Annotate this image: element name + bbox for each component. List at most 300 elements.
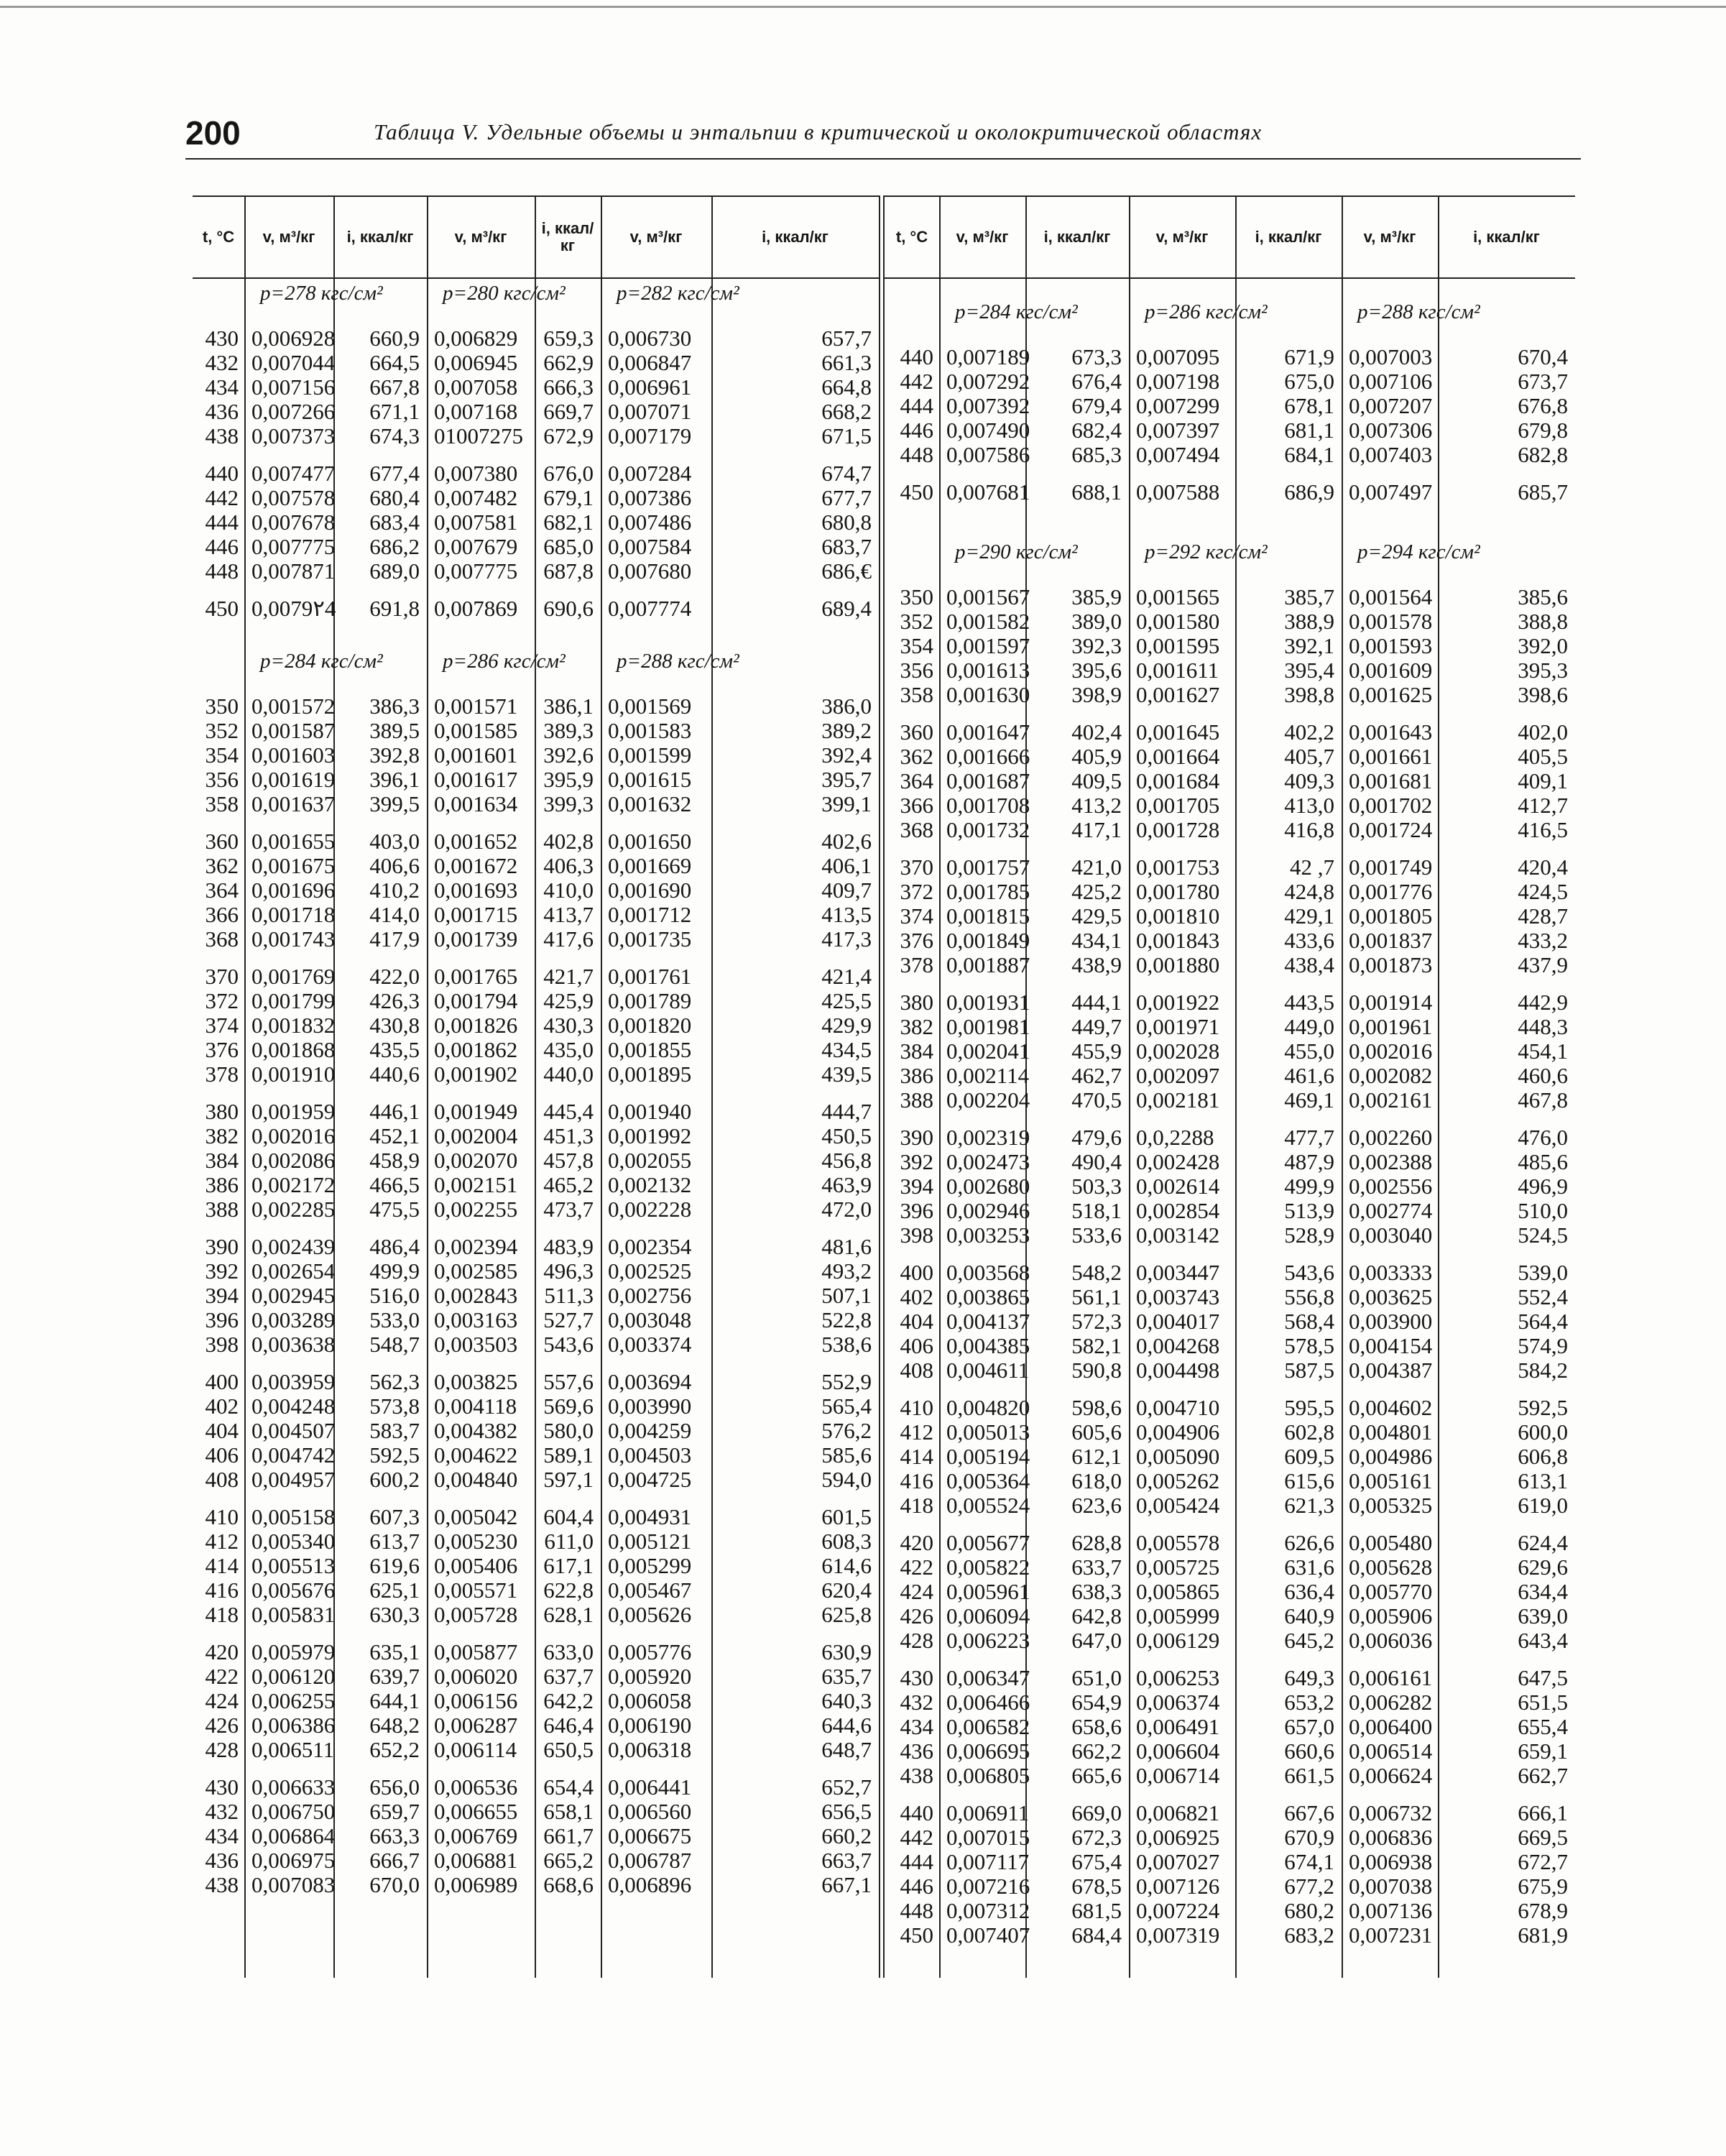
row-group <box>193 964 879 1087</box>
table-row <box>885 1358 1575 1383</box>
enthalpy-cell: 613,1 <box>1518 1468 1568 1493</box>
enthalpy-cell: 670,4 <box>1518 344 1568 369</box>
enthalpy-cell: 392,6 <box>543 742 594 768</box>
pressure-label: p=286 кгс/см² <box>443 650 566 673</box>
table-row <box>885 769 1575 793</box>
table-row <box>193 1640 879 1664</box>
volume-cell: 0,006655 <box>434 1799 518 1824</box>
row-group <box>885 720 1575 842</box>
enthalpy-cell: 675,0 <box>1284 369 1334 394</box>
volume-cell: 0,006945 <box>434 350 518 375</box>
enthalpy-cell: 683,4 <box>369 510 420 535</box>
volume-cell: 0,004017 <box>1136 1309 1220 1334</box>
volume-cell: 0,002319 <box>946 1125 1030 1150</box>
table-row <box>193 1713 879 1738</box>
enthalpy-cell: 421,7 <box>543 964 594 989</box>
volume-cell: 0,001593 <box>1349 633 1433 658</box>
temperature-cell: 408 <box>900 1358 933 1383</box>
enthalpy-cell: 490,4 <box>1071 1149 1122 1174</box>
volume-cell: 0,003959 <box>251 1369 336 1394</box>
enthalpy-cell: 385,6 <box>1518 584 1568 609</box>
enthalpy-cell: 556,8 <box>1284 1284 1334 1309</box>
volume-cell: 0,007588 <box>1136 479 1220 505</box>
enthalpy-cell: 499,9 <box>369 1258 420 1284</box>
table-row <box>193 1873 879 1897</box>
table-row <box>885 345 1575 369</box>
enthalpy-cell: 389,2 <box>821 718 872 743</box>
volume-cell: 0,0079٢4 <box>251 596 336 621</box>
volume-cell: 0,001603 <box>251 742 336 768</box>
table-row <box>193 1100 879 1124</box>
temperature-cell: 392 <box>205 1258 239 1284</box>
table-row <box>885 904 1575 929</box>
volume-cell: 0,001931 <box>946 990 1030 1015</box>
table-row <box>193 1578 879 1603</box>
row-group <box>885 855 1575 977</box>
enthalpy-cell: 462,7 <box>1071 1063 1122 1088</box>
table-row <box>193 1284 879 1308</box>
enthalpy-cell: 615,6 <box>1284 1468 1334 1493</box>
enthalpy-cell: 516,0 <box>369 1283 420 1308</box>
enthalpy-cell: 587,5 <box>1284 1358 1334 1383</box>
volume-cell: 0,006821 <box>1136 1800 1220 1825</box>
enthalpy-cell: 421,0 <box>1071 854 1122 880</box>
volume-cell: 0,004387 <box>1349 1358 1433 1383</box>
volume-cell: 0,007490 <box>946 418 1030 443</box>
enthalpy-cell: 398,9 <box>1071 682 1122 707</box>
temperature-cell: 434 <box>205 1823 239 1848</box>
volume-cell: 0,007678 <box>251 510 336 535</box>
temperature-cell: 360 <box>900 719 933 745</box>
volume-cell: 0,004931 <box>608 1504 692 1529</box>
volume-cell: 0,005158 <box>251 1504 336 1529</box>
volume-cell: 0,001615 <box>608 767 692 792</box>
volume-cell: 0,005571 <box>434 1577 518 1603</box>
enthalpy-cell: 417,3 <box>821 926 872 952</box>
enthalpy-cell: 450,5 <box>821 1123 872 1148</box>
enthalpy-cell: 476,0 <box>1518 1125 1568 1150</box>
enthalpy-cell: 594,0 <box>821 1467 872 1492</box>
volume-cell: 0,007015 <box>946 1825 1030 1850</box>
temperature-cell: 434 <box>205 374 239 400</box>
table-row <box>193 1259 879 1284</box>
enthalpy-cell: 607,3 <box>369 1504 420 1529</box>
enthalpy-cell: 486,4 <box>369 1234 420 1259</box>
pressure-label: p=284 кгс/см² <box>260 650 383 673</box>
row-group <box>193 829 879 952</box>
temperature-cell: 428 <box>900 1628 933 1653</box>
volume-cell: 0,004742 <box>251 1442 336 1468</box>
table-row <box>885 1764 1575 1788</box>
temperature-cell: 352 <box>900 609 933 634</box>
enthalpy-cell: 619,0 <box>1518 1493 1568 1518</box>
volume-cell: 0,005676 <box>251 1577 336 1603</box>
volume-cell: 0,007775 <box>434 558 518 584</box>
volume-cell: 0,004840 <box>434 1467 518 1492</box>
volume-cell: 0,007319 <box>1136 1922 1220 1948</box>
enthalpy-cell: 662,7 <box>1518 1763 1568 1788</box>
enthalpy-cell: 682,1 <box>543 510 594 535</box>
volume-cell: 0,004611 <box>946 1358 1030 1383</box>
volume-cell: 0,001940 <box>608 1099 692 1124</box>
volume-cell: 0,001732 <box>946 817 1030 842</box>
enthalpy-cell: 399,5 <box>369 791 420 816</box>
row-group <box>193 1505 879 1627</box>
volume-cell: 0,006223 <box>946 1628 1030 1653</box>
enthalpy-cell: 565,4 <box>821 1393 872 1419</box>
volume-cell: 0,005513 <box>251 1553 336 1578</box>
volume-cell: 0,006624 <box>1349 1763 1433 1788</box>
volume-cell: 0,003743 <box>1136 1284 1220 1309</box>
row-group <box>885 1801 1575 1948</box>
enthalpy-cell: 668,2 <box>821 399 872 424</box>
enthalpy-cell: 598,6 <box>1071 1395 1122 1420</box>
table-row <box>193 743 879 768</box>
volume-cell: 0,001702 <box>1349 793 1433 818</box>
volume-cell: 0,002394 <box>434 1234 518 1259</box>
table-row <box>193 1800 879 1824</box>
volume-cell: 0,006961 <box>608 374 692 400</box>
temperature-cell: 394 <box>900 1174 933 1199</box>
enthalpy-cell: 652,7 <box>821 1774 872 1800</box>
volume-cell: 0,002285 <box>251 1197 336 1222</box>
table-row <box>885 418 1575 443</box>
enthalpy-cell: 413,7 <box>543 902 594 927</box>
enthalpy-cell: 651,5 <box>1518 1690 1568 1715</box>
enthalpy-cell: 438,4 <box>1284 952 1334 977</box>
temperature-cell: 390 <box>205 1234 239 1259</box>
enthalpy-cell: 413,5 <box>821 902 872 927</box>
volume-cell: 0,007494 <box>1136 442 1220 467</box>
table-row <box>885 929 1575 953</box>
enthalpy-cell: 409,1 <box>1518 768 1568 793</box>
temperature-cell: 420 <box>900 1530 933 1555</box>
temperature-cell: 432 <box>205 1799 239 1824</box>
row-group <box>885 1125 1575 1248</box>
table-row <box>193 1848 879 1873</box>
volume-cell: 0,002132 <box>608 1172 692 1197</box>
volume-cell: 0,001961 <box>1349 1014 1433 1039</box>
enthalpy-cell: 639,7 <box>369 1664 420 1689</box>
temperature-cell: 416 <box>900 1468 933 1493</box>
volume-cell: 0,003503 <box>434 1332 518 1357</box>
enthalpy-cell: 449,7 <box>1071 1014 1122 1039</box>
temperature-cell: 448 <box>900 442 933 467</box>
temperature-cell: 374 <box>900 903 933 929</box>
temperature-cell: 446 <box>900 1874 933 1899</box>
enthalpy-cell: 392,1 <box>1284 633 1334 658</box>
volume-cell: 0,005230 <box>434 1529 518 1554</box>
volume-cell: 0,006255 <box>251 1688 336 1713</box>
table-row <box>885 1199 1575 1223</box>
volume-cell: 0,005013 <box>946 1419 1030 1445</box>
temperature-cell: 362 <box>900 744 933 769</box>
volume-cell: 0,001647 <box>946 719 1030 745</box>
volume-cell: 0,007179 <box>608 423 692 448</box>
temperature-cell: 376 <box>205 1037 239 1062</box>
enthalpy-cell: 421,4 <box>821 964 872 989</box>
table-row <box>885 1469 1575 1493</box>
temperature-cell: 384 <box>205 1148 239 1173</box>
volume-cell: 0,006511 <box>251 1737 335 1762</box>
row-group <box>193 1100 879 1222</box>
volume-cell: 0,006769 <box>434 1823 518 1848</box>
volume-cell: 0,001693 <box>434 877 518 903</box>
table-row <box>885 1396 1575 1420</box>
enthalpy-cell: 630,9 <box>821 1639 872 1664</box>
volume-cell: 0,001718 <box>251 902 336 927</box>
enthalpy-cell: 669,5 <box>1518 1825 1568 1850</box>
volume-cell: 0,006604 <box>1136 1738 1220 1764</box>
enthalpy-cell: 667,8 <box>369 374 420 400</box>
enthalpy-cell: 602,8 <box>1284 1419 1334 1445</box>
temperature-cell: 422 <box>205 1664 239 1689</box>
volume-cell: 0,006750 <box>251 1799 336 1824</box>
volume-cell: 0,006536 <box>434 1774 518 1800</box>
volume-cell: 0,004137 <box>946 1309 1030 1334</box>
enthalpy-cell: 426,3 <box>369 988 420 1013</box>
table-row <box>193 596 879 621</box>
volume-cell: 0,007299 <box>1136 393 1220 418</box>
table-row <box>885 658 1575 683</box>
enthalpy-cell: 667,6 <box>1284 1800 1334 1825</box>
volume-cell: 0,001799 <box>251 988 336 1013</box>
volume-cell: 0,001611 <box>1136 658 1219 683</box>
column-header-row <box>885 195 1575 279</box>
volume-cell: 0,007284 <box>608 461 692 486</box>
enthalpy-cell: 395,3 <box>1518 658 1568 683</box>
temperature-cell: 374 <box>205 1013 239 1038</box>
header-specific-volume: v, м³/кг <box>454 228 507 246</box>
enthalpy-cell: 643,4 <box>1518 1628 1568 1653</box>
volume-cell: 0,002028 <box>1136 1038 1220 1064</box>
temperature-cell: 404 <box>205 1418 239 1443</box>
enthalpy-cell: 568,4 <box>1284 1309 1334 1334</box>
volume-cell: 0,001666 <box>946 744 1030 769</box>
enthalpy-cell: 469,1 <box>1284 1087 1334 1112</box>
row-group <box>885 480 1575 505</box>
enthalpy-cell: 414,0 <box>369 902 420 927</box>
enthalpy-cell: 524,5 <box>1518 1222 1568 1248</box>
table-row <box>193 989 879 1013</box>
enthalpy-cell: 430,3 <box>543 1013 594 1038</box>
volume-cell: 0,004382 <box>434 1418 518 1443</box>
table-row <box>193 854 879 878</box>
temperature-cell: 372 <box>205 988 239 1013</box>
enthalpy-cell: 679,4 <box>1071 393 1122 418</box>
enthalpy-cell: 392,8 <box>369 742 420 768</box>
volume-cell: 0,006129 <box>1136 1628 1220 1653</box>
volume-cell: 0,001780 <box>1136 879 1220 904</box>
volume-cell: 0,002614 <box>1136 1174 1220 1199</box>
enthalpy-cell: 684,4 <box>1071 1922 1122 1948</box>
volume-cell: 0,006114 <box>434 1737 517 1762</box>
volume-cell: 0,001655 <box>251 829 336 854</box>
volume-cell: 0,001630 <box>946 682 1030 707</box>
enthalpy-cell: 682,8 <box>1518 442 1568 467</box>
enthalpy-cell: 395,7 <box>821 767 872 792</box>
header-temperature: t, °C <box>895 228 928 246</box>
volume-cell: 0,005524 <box>946 1493 1030 1518</box>
volume-cell: 0,006928 <box>251 326 336 351</box>
temperature-cell: 380 <box>900 990 933 1015</box>
volume-cell: 0,001708 <box>946 793 1030 818</box>
volume-cell: 0,006864 <box>251 1823 336 1848</box>
volume-cell: 0,007477 <box>251 461 336 486</box>
enthalpy-cell: 650,5 <box>543 1737 594 1762</box>
temperature-cell: 422 <box>900 1554 933 1580</box>
volume-cell: 0,004248 <box>251 1393 336 1419</box>
temperature-cell: 388 <box>900 1087 933 1112</box>
volume-cell: 0,001632 <box>608 791 692 816</box>
table-row <box>885 1015 1575 1039</box>
enthalpy-cell: 679,1 <box>543 485 594 510</box>
volume-cell: 0,001873 <box>1349 952 1433 977</box>
table-row <box>193 1505 879 1529</box>
volume-cell: 0,001578 <box>1349 609 1433 634</box>
temperature-cell: 438 <box>205 1872 239 1897</box>
volume-cell: 0,006020 <box>434 1664 518 1689</box>
volume-cell: 0,005822 <box>946 1554 1030 1580</box>
enthalpy-cell: 460,6 <box>1518 1063 1568 1088</box>
enthalpy-cell: 660,9 <box>369 326 420 351</box>
enthalpy-cell: 472,0 <box>821 1197 872 1222</box>
volume-cell: 0,001880 <box>1136 952 1220 977</box>
enthalpy-cell: 601,5 <box>821 1504 872 1529</box>
header-specific-volume: v, м³/кг <box>956 228 1009 246</box>
temperature-cell: 400 <box>205 1369 239 1394</box>
enthalpy-cell: 428,7 <box>1518 903 1568 929</box>
enthalpy-cell: 667,1 <box>821 1872 872 1897</box>
table-row <box>193 1394 879 1419</box>
volume-cell: 0,001794 <box>434 988 518 1013</box>
enthalpy-cell: 386,1 <box>543 694 594 719</box>
volume-cell: 0,005161 <box>1349 1468 1433 1493</box>
enthalpy-cell: 392,0 <box>1518 633 1568 658</box>
enthalpy-cell: 637,7 <box>543 1664 594 1689</box>
temperature-cell: 370 <box>205 964 239 989</box>
volume-cell: 0,005042 <box>434 1504 518 1529</box>
temperature-cell: 444 <box>205 510 239 535</box>
table-row <box>885 1223 1575 1248</box>
table-row <box>885 1923 1575 1948</box>
temperature-cell: 432 <box>900 1690 933 1715</box>
table-row <box>885 1825 1575 1850</box>
table-row <box>885 480 1575 505</box>
enthalpy-cell: 451,3 <box>543 1123 594 1148</box>
volume-cell: 0,006911 <box>946 1800 1030 1825</box>
enthalpy-cell: 672,7 <box>1518 1849 1568 1874</box>
enthalpy-cell: 624,4 <box>1518 1530 1568 1555</box>
enthalpy-cell: 522,8 <box>821 1307 872 1332</box>
volume-cell: 0,001862 <box>434 1037 518 1062</box>
volume-cell: 0,003625 <box>1349 1284 1433 1309</box>
enthalpy-cell: 449,0 <box>1284 1014 1334 1039</box>
enthalpy-cell: 631,6 <box>1284 1554 1334 1580</box>
volume-cell: 0,005121 <box>608 1529 692 1554</box>
volume-cell: 0,001613 <box>946 658 1030 683</box>
enthalpy-cell: 437,9 <box>1518 952 1568 977</box>
temperature-cell: 436 <box>900 1738 933 1764</box>
volume-cell: 0,003638 <box>251 1332 336 1357</box>
temperature-cell: 400 <box>900 1260 933 1285</box>
enthalpy-cell: 487,9 <box>1284 1149 1334 1174</box>
enthalpy-cell: 416,5 <box>1518 817 1568 842</box>
volume-cell: 0,002946 <box>946 1198 1030 1223</box>
enthalpy-cell: 406,6 <box>369 853 420 878</box>
table-row <box>193 1824 879 1848</box>
temperature-cell: 368 <box>900 817 933 842</box>
volume-cell: 0,001650 <box>608 829 692 854</box>
enthalpy-cell: 405,9 <box>1071 744 1122 769</box>
temperature-cell: 378 <box>205 1061 239 1087</box>
enthalpy-cell: 681,1 <box>1284 418 1334 443</box>
volume-cell: 0,001992 <box>608 1123 692 1148</box>
enthalpy-cell: 452,1 <box>369 1123 420 1148</box>
volume-cell: 0,002260 <box>1349 1125 1433 1150</box>
temperature-cell: 426 <box>900 1603 933 1628</box>
row-group <box>885 1666 1575 1788</box>
enthalpy-cell: 399,1 <box>821 791 872 816</box>
volume-cell: 0,006058 <box>608 1688 692 1713</box>
table-row <box>885 745 1575 769</box>
volume-cell: 0,006282 <box>1349 1690 1433 1715</box>
enthalpy-cell: 561,1 <box>1071 1284 1122 1309</box>
temperature-cell: 438 <box>900 1763 933 1788</box>
enthalpy-cell: 572,3 <box>1071 1309 1122 1334</box>
volume-cell: 0,005090 <box>1136 1444 1220 1469</box>
enthalpy-cell: 461,6 <box>1284 1063 1334 1088</box>
enthalpy-cell: 457,8 <box>543 1148 594 1173</box>
temperature-cell: 450 <box>205 596 239 621</box>
volume-cell: 0,004154 <box>1349 1333 1433 1358</box>
enthalpy-cell: 690,6 <box>543 596 594 621</box>
temperature-cell: 356 <box>205 767 239 792</box>
enthalpy-cell: 406,1 <box>821 853 872 878</box>
volume-cell: 0,001724 <box>1349 817 1433 842</box>
enthalpy-cell: 613,7 <box>369 1529 420 1554</box>
volume-cell: 0,005728 <box>434 1602 518 1627</box>
volume-cell: 0,002161 <box>1349 1087 1433 1112</box>
temperature-cell: 414 <box>900 1444 933 1469</box>
enthalpy-cell: 663,3 <box>369 1823 420 1848</box>
enthalpy-cell: 662,2 <box>1071 1738 1122 1764</box>
enthalpy-cell: 677,2 <box>1284 1874 1334 1899</box>
volume-cell: 0,003048 <box>608 1307 692 1332</box>
volume-cell: 0,001565 <box>1136 584 1220 609</box>
table-row <box>193 1173 879 1197</box>
enthalpy-cell: 679,8 <box>1518 418 1568 443</box>
volume-cell: 0,002082 <box>1349 1063 1433 1088</box>
table-row <box>193 903 879 927</box>
volume-cell: 0,005578 <box>1136 1530 1220 1555</box>
table-row <box>193 510 879 535</box>
volume-cell: 0,001922 <box>1136 990 1220 1015</box>
volume-cell: 0,002016 <box>251 1123 336 1148</box>
temperature-cell: 372 <box>900 879 933 904</box>
table-row <box>885 1850 1575 1874</box>
enthalpy-cell: 681,9 <box>1518 1922 1568 1948</box>
enthalpy-cell: 446,1 <box>369 1099 420 1124</box>
enthalpy-cell: 385,9 <box>1071 584 1122 609</box>
table-row <box>193 1775 879 1800</box>
enthalpy-cell: 448,3 <box>1518 1014 1568 1039</box>
temperature-cell: 448 <box>205 558 239 584</box>
row-group <box>885 585 1575 707</box>
volume-cell: 0,005299 <box>608 1553 692 1578</box>
volume-cell: 0,002654 <box>251 1258 336 1284</box>
enthalpy-cell: 503,3 <box>1071 1174 1122 1199</box>
